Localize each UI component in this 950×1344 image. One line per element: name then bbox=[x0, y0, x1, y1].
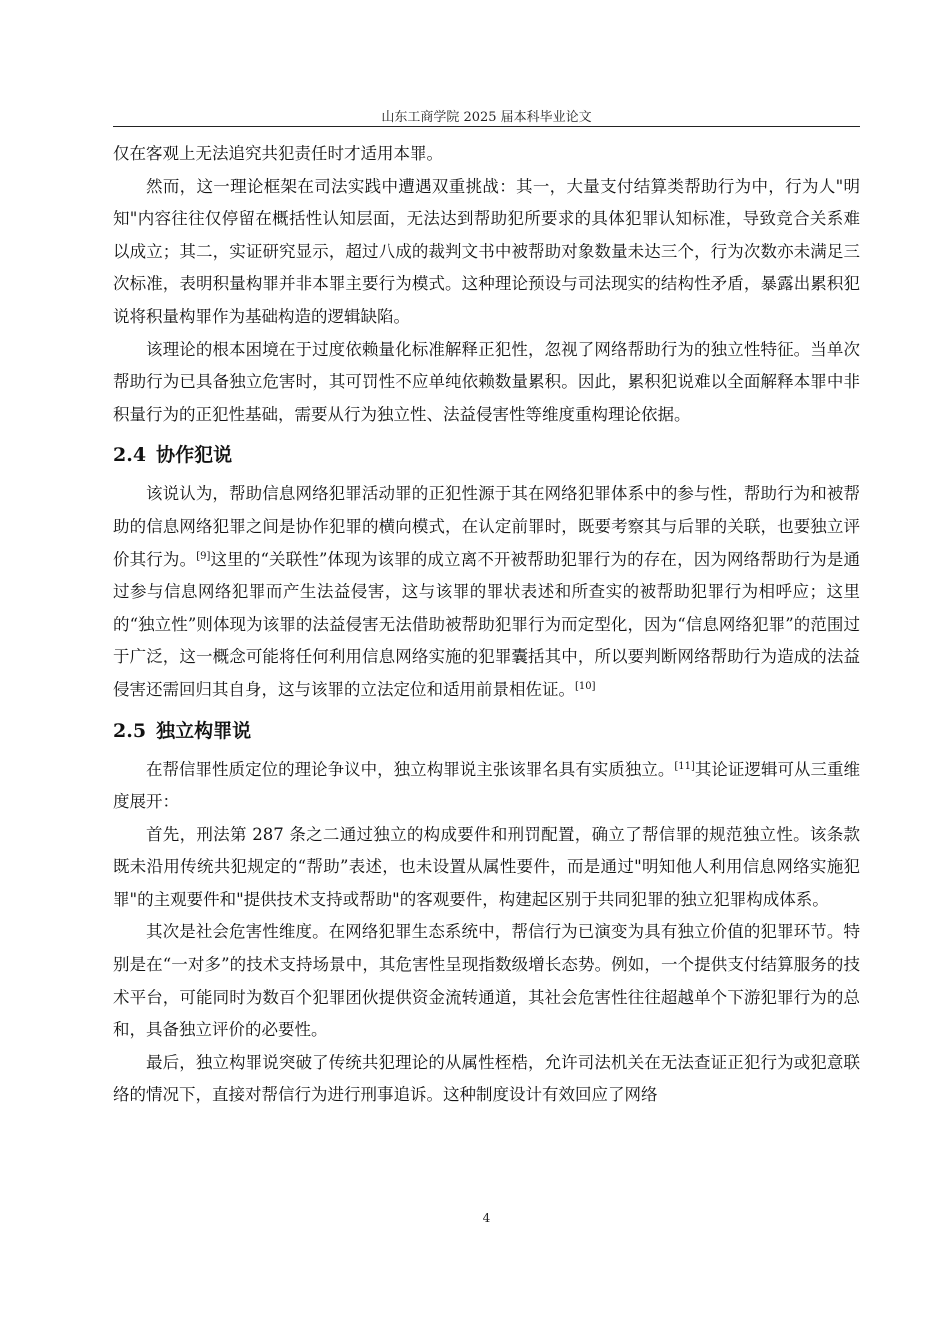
document-body bbox=[113, 138, 860, 1112]
paragraph bbox=[113, 478, 860, 706]
paragraph-continued: 仅在客观上无法追究共犯责任时才适用本罪。 bbox=[113, 144, 443, 163]
section-title: 协作犯说 bbox=[156, 444, 233, 467]
header-rule bbox=[113, 126, 860, 127]
section-title: 独立构罪说 bbox=[156, 719, 252, 742]
section-heading-2-4 bbox=[113, 437, 860, 473]
page-number: 4 bbox=[482, 1211, 491, 1225]
citation-ref: [10] bbox=[575, 680, 596, 692]
paragraph: 该理论的根本困境在于过度依赖量化标准解释正犯性，忽视了网络帮助行为的独立性特征。当单次帮助行为已具备独立危害时，其可罚性不应单纯依赖数量累积。因此，累积犯说难以全面解释本罪中非积量行为的正犯性基础，需要从行为独立性、法益侵害性等维度重构理论依据。 bbox=[113, 339, 860, 424]
paragraph-text: 该说认为，帮助信息网络犯罪活动罪的正犯性源于其在网络犯罪体系中的参与性，帮助行为和被帮助的信息网络犯罪之间是协作犯罪的横向模式，在认定前罪时，既要考察其与后罪的关联，也要独立评价其行为。 bbox=[113, 484, 860, 569]
page-header: 山东工商学院 2025 届本科毕业论文 bbox=[381, 110, 592, 125]
citation-ref: [9] bbox=[196, 550, 211, 562]
paragraph: 然而，这一理论框架在司法实践中遭遇双重挑战：其一，大量支付结算类帮助行为中，行为人"明知"内容往往仅停留在概括性认知层面，无法达到帮助犯所要求的具体犯罪认知标准，导致竞合关系难以成立；其二，实证研究显示，超过八成的裁判文书中被帮助对象数量未达三个，行为次数亦未满足三次标准，表明积量构罪并非本罪主要行为模式。这种理论预设与司法现实的结构性矛盾，暴露出累积犯说将积量构罪作为基础构造的逻辑缺陷。 bbox=[113, 176, 860, 326]
paragraph-text: 其论证逻辑可从三重维度展开： bbox=[113, 759, 861, 812]
paragraph: 最后，独立构罪说突破了传统共犯理论的从属性桎梏，允许司法机关在无法查证正犯行为或犯意联络的情况下，直接对帮信行为进行刑事追诉。这种制度设计有效回应了网络 bbox=[113, 1052, 860, 1105]
section-number: 2.4 bbox=[113, 444, 147, 467]
paragraph: 其次是社会危害性维度。在网络犯罪生态系统中，帮信行为已演变为具有独立价值的犯罪环节。特别是在“一对多”的技术支持场景中，其危害性呈现指数级增长态势。例如，一个提供支付结算服务的技术平台，可能同时为数百个犯罪团伙提供资金流转通道，其社会危害性往往超越单个下游犯罪行为的总和，具备独立评价的必要性。 bbox=[113, 922, 860, 1040]
paragraph: 首先，刑法第 287 条之二通过独立的构成要件和刑罚配置，确立了帮信罪的规范独立性。该条款既未沿用传统共犯规定的“帮助”表述，也未设置从属性要件，而是通过"明知他人利用信息网络实施犯罪"的主观要件和"提供技术支持或帮助"的客观要件，构建起区别于共同犯罪的独立犯罪构成体系。 bbox=[113, 824, 860, 909]
paragraph bbox=[113, 754, 860, 819]
section-number: 2.5 bbox=[113, 719, 147, 742]
section-heading-2-5 bbox=[113, 713, 860, 749]
paragraph-text: 在帮信罪性质定位的理论争议中，独立构罪说主张该罪名具有实质独立。 bbox=[146, 759, 675, 779]
citation-ref: [11] bbox=[674, 760, 695, 772]
paragraph-text: 这里的“关联性”体现为该罪的成立离不开被帮助犯罪行为的存在，因为网络帮助行为是通过参与信息网络犯罪而产生法益侵害，这与该罪的罪状表述和所查实的被帮助犯罪行为相呼应；这里的“独立性”则体现为该罪的法益侵害无法借助被帮助犯罪行为而定型化，因为“信息网络犯罪”的范围过于广泛，这一概念可能将任何利用信息网络实施的犯罪囊括其中，所以要判断网络帮助行为造成的法益侵害还需回归其自身，这与该罪的立法定位和适用前景相佐证。 bbox=[113, 549, 860, 699]
